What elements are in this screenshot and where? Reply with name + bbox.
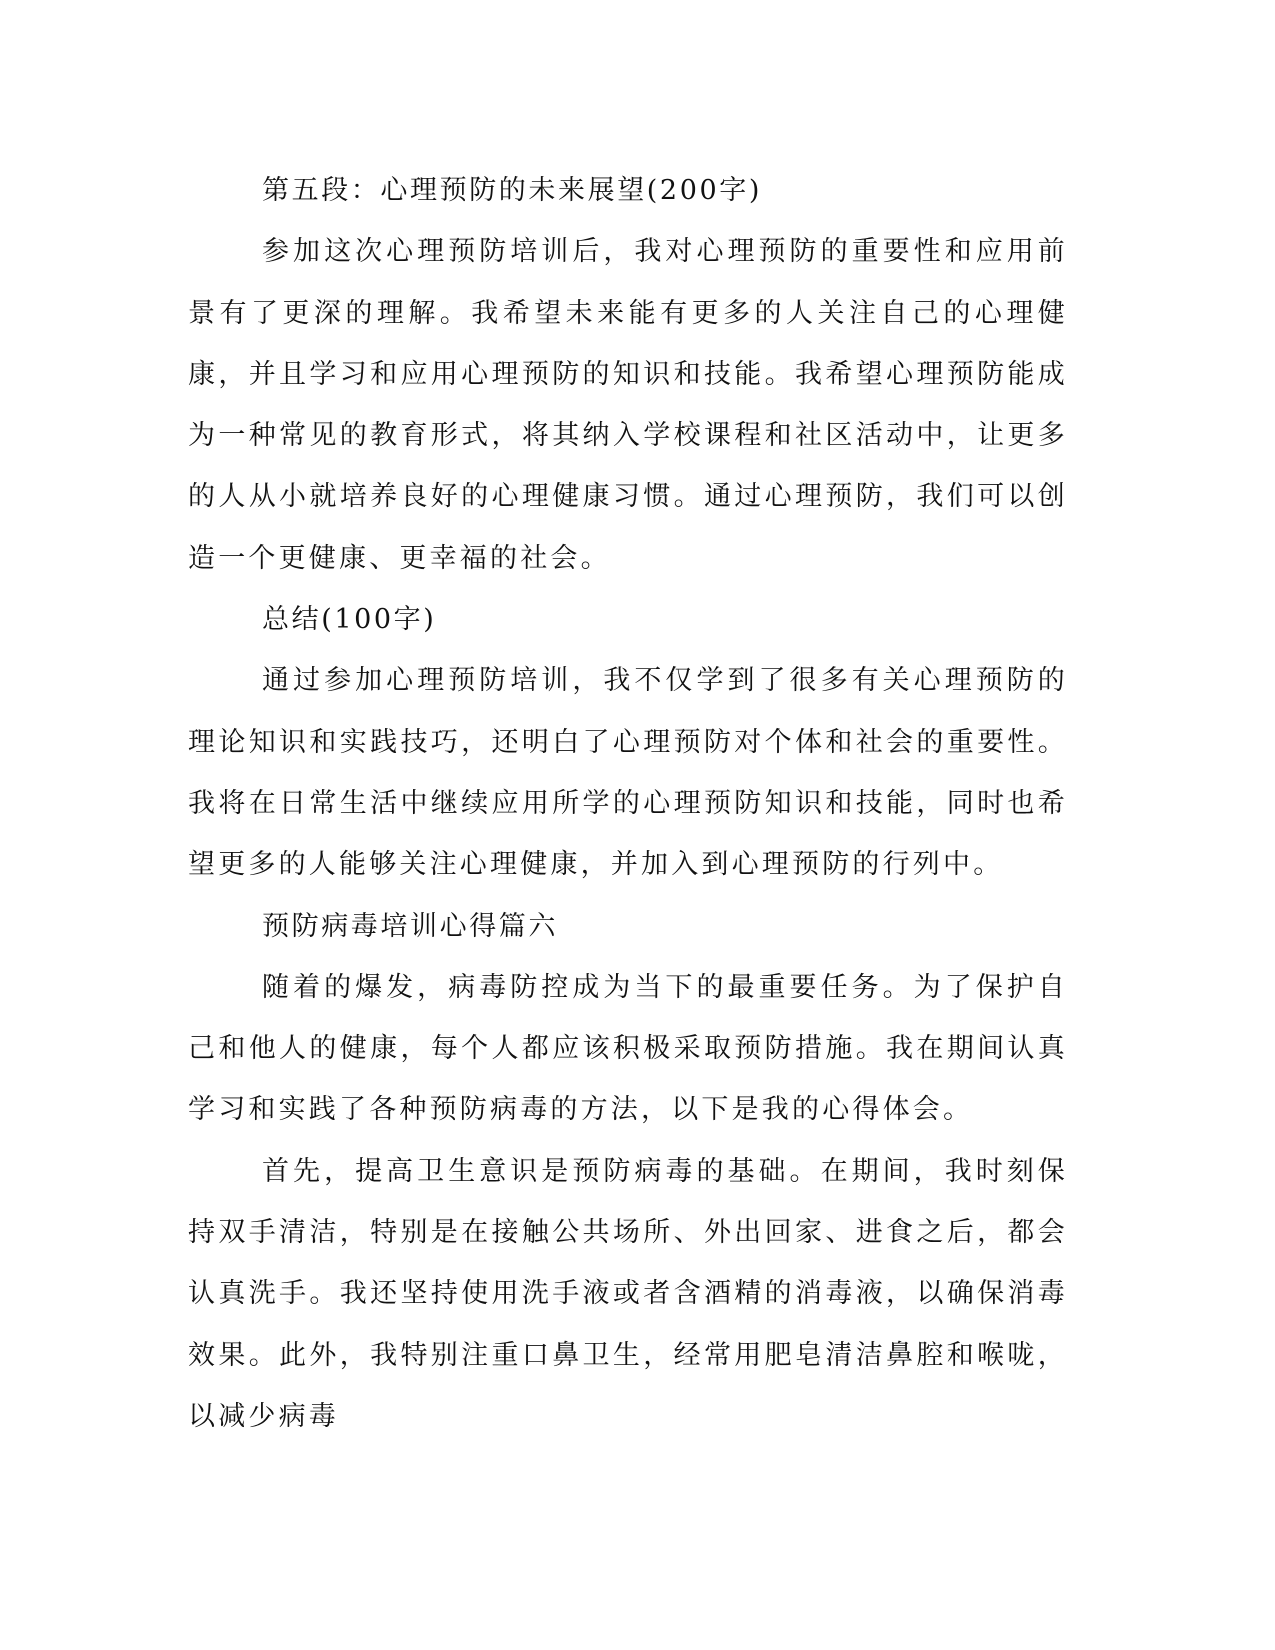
paragraph-summary: 通过参加心理预防培训，我不仅学到了很多有关心理预防的理论知识和实践技巧，还明白了心理预防对个体和社会的重要性。我将在日常生活中继续应用所学的心理预防知识和技能，同时也希望更多的人能够关注心理健康，并加入到心理预防的行列中。 [188,665,1068,881]
paragraph-virus-intro: 随着的爆发，病毒防控成为当下的最重要任务。为了保护自己和他人的健康，每个人都应该积极采取预防措施。我在期间认真学习和实践了各种预防病毒的方法，以下是我的心得体会。 [188,971,1068,1126]
section-heading-five: 第五段：心理预防的未来展望(200字) [262,175,763,206]
document-body [188,160,1068,1447]
paragraph-hygiene: 首先，提高卫生意识是预防病毒的基础。在期间，我时刻保持双手清洁，特别是在接触公共场所、外出回家、进食之后，都会认真洗手。我还坚持使用洗手液或者含酒精的消毒液，以确保消毒效果。此外，我特别注重口鼻卫生，经常用肥皂清洁鼻腔和喉咙，以减少病毒 [188,1155,1068,1432]
section-heading-summary: 总结(100字) [262,604,437,636]
paragraph-future-outlook: 参加这次心理预防培训后，我对心理预防的重要性和应用前景有了更深的理解。我希望未来能有更多的人关注自己的心理健康，并且学习和应用心理预防的知识和技能。我希望心理预防能成为一种常见的教育形式，将其纳入学校课程和社区活动中，让更多的人从小就培养良好的心理健康习惯。通过心理预防，我们可以创造一个更健康、更幸福的社会。 [188,236,1068,574]
section-heading-part-six: 预防病毒培训心得篇六 [262,910,558,942]
